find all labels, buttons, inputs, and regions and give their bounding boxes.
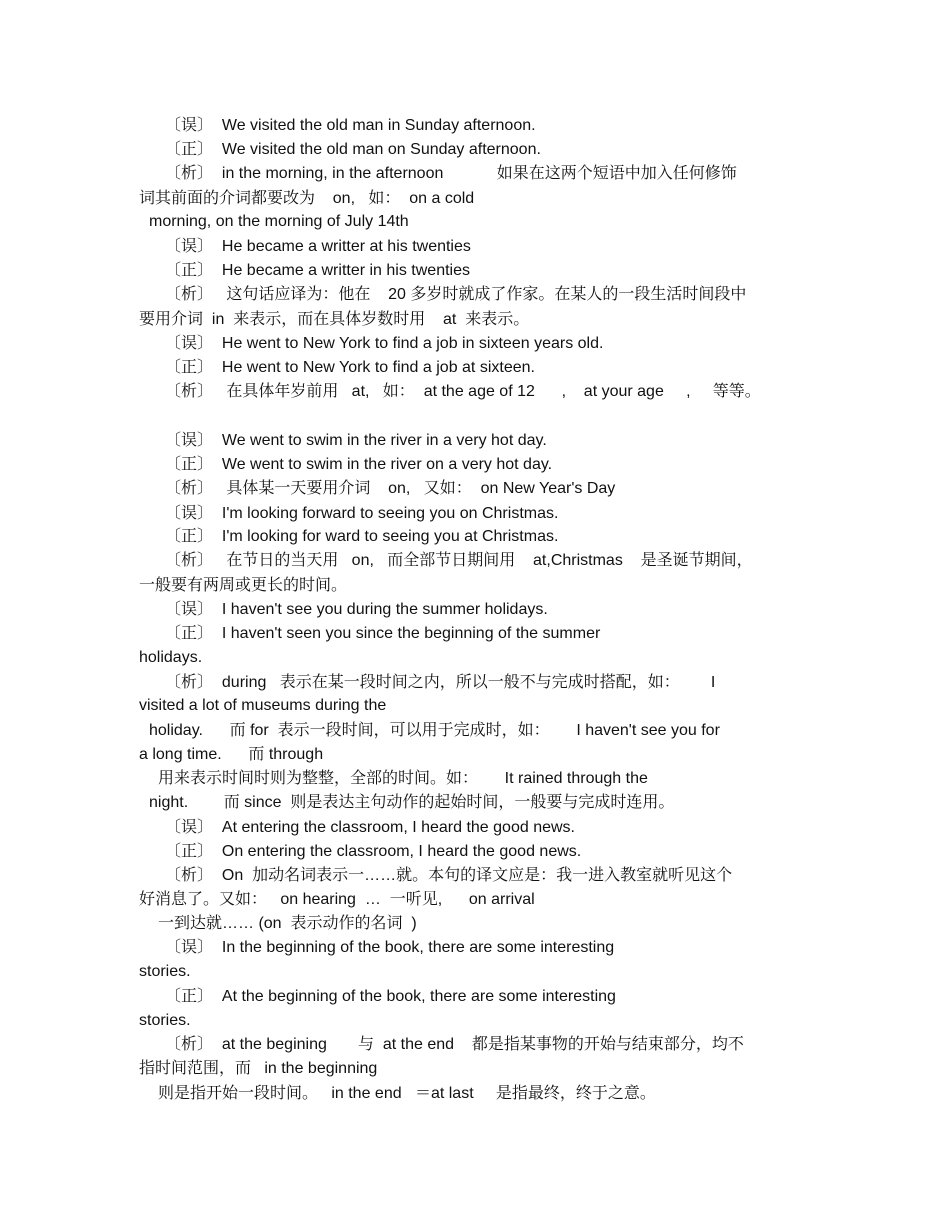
text-line: 一般要有两周或更长的时间。 xyxy=(139,577,348,594)
text-line: visited a lot of museums during the xyxy=(139,697,387,714)
text-line: 好消息了。又如： on hearing … 一听见, on arrival xyxy=(139,891,535,908)
text-line: stories. xyxy=(139,1012,191,1029)
text-line: 〔正〕 I'm looking for ward to seeing you at Christmas. xyxy=(165,528,559,545)
text-line: 〔误〕 In the beginning of the book, there are some interesting xyxy=(165,939,615,956)
text-line: 〔正〕 We visited the old man on Sunday afternoon. xyxy=(165,141,541,158)
text-line: a long time. 而 through xyxy=(139,746,324,763)
text-line: 〔误〕 He became a writter at his twenties xyxy=(165,238,471,255)
text-line: night. 而 since 则是表达主句动作的起始时间，一般要与完成时连用。 xyxy=(149,794,675,811)
text-line: holiday. 而 for 表示一段时间，可以用于完成时，如： I haven't see you for xyxy=(149,722,720,739)
text-line: 指时间范围，而 in the beginning xyxy=(139,1060,378,1077)
text-line: 则是指开始一段时间。 in the end ＝at last 是指最终，终于之意。 xyxy=(158,1085,656,1102)
text-line: 〔正〕 On entering the classroom, I heard the good news. xyxy=(165,843,582,860)
text-line: 〔析〕 在节日的当天用 on, 而全部节日期间用 at,Christmas 是圣诞节期间， xyxy=(165,552,753,569)
text-line: holidays. xyxy=(139,649,203,666)
text-line: 〔正〕 He became a writter in his twenties xyxy=(165,262,470,279)
text-line: 〔析〕 during 表示在某一段时间之内，所以一般不与完成时搭配，如： I xyxy=(165,674,716,691)
text-line: 〔误〕 At entering the classroom, I heard the good news. xyxy=(165,819,575,836)
text-line: 〔正〕 At the beginning of the book, there are some interesting xyxy=(165,988,616,1005)
text-line: 〔正〕 We went to swim in the river on a very hot day. xyxy=(165,456,553,473)
text-line: 〔析〕 具体某一天要用介词 on, 又如： on New Year's Day xyxy=(165,480,616,497)
text-line: 一到达就…… (on 表示动作的名词 ) xyxy=(158,915,417,932)
text-line: 〔误〕 I'm looking forward to seeing you on Christmas. xyxy=(165,505,559,522)
text-line: morning, on the morning of July 14th xyxy=(149,213,409,230)
text-line: 〔析〕 On 加动名词表示一……就。本句的译文应是：我一进入教室就听见这个 xyxy=(165,867,733,884)
text-line: 〔析〕 这句话应译为：他在 20 多岁时就成了作家。在某人的一段生活时间段中 xyxy=(165,286,747,303)
text-line: 〔析〕 in the morning, in the afternoon 如果在这两个短语中加入任何修饰 xyxy=(165,165,737,182)
text-line: 〔误〕 We went to swim in the river in a very hot day. xyxy=(165,432,547,449)
text-line: 〔析〕 在具体年岁前用 at, 如： at the age of 12 , at your age , 等等。 xyxy=(165,383,761,400)
text-line: 要用介词 in 来表示，而在具体岁数时用 at 来表示。 xyxy=(139,311,530,328)
text-line: 〔误〕 He went to New York to find a job in sixteen years old. xyxy=(165,335,604,352)
text-line: 〔正〕 He went to New York to find a job at sixteen. xyxy=(165,359,535,376)
text-line: 〔误〕 I haven't see you during the summer holidays. xyxy=(165,601,548,618)
text-line: 词其前面的介词都要改为 on, 如： on a cold xyxy=(139,190,475,207)
text-line: 〔误〕 We visited the old man in Sunday afternoon. xyxy=(165,117,536,134)
text-line: stories. xyxy=(139,963,191,980)
text-line: 〔正〕 I haven't seen you since the beginning of the summer xyxy=(165,625,601,642)
text-line: 用来表示时间时则为整整，全部的时间。如： It rained through the xyxy=(158,770,648,787)
text-line: 〔析〕 at the begining 与 at the end 都是指某事物的开始与结束部分，均不 xyxy=(165,1036,744,1053)
